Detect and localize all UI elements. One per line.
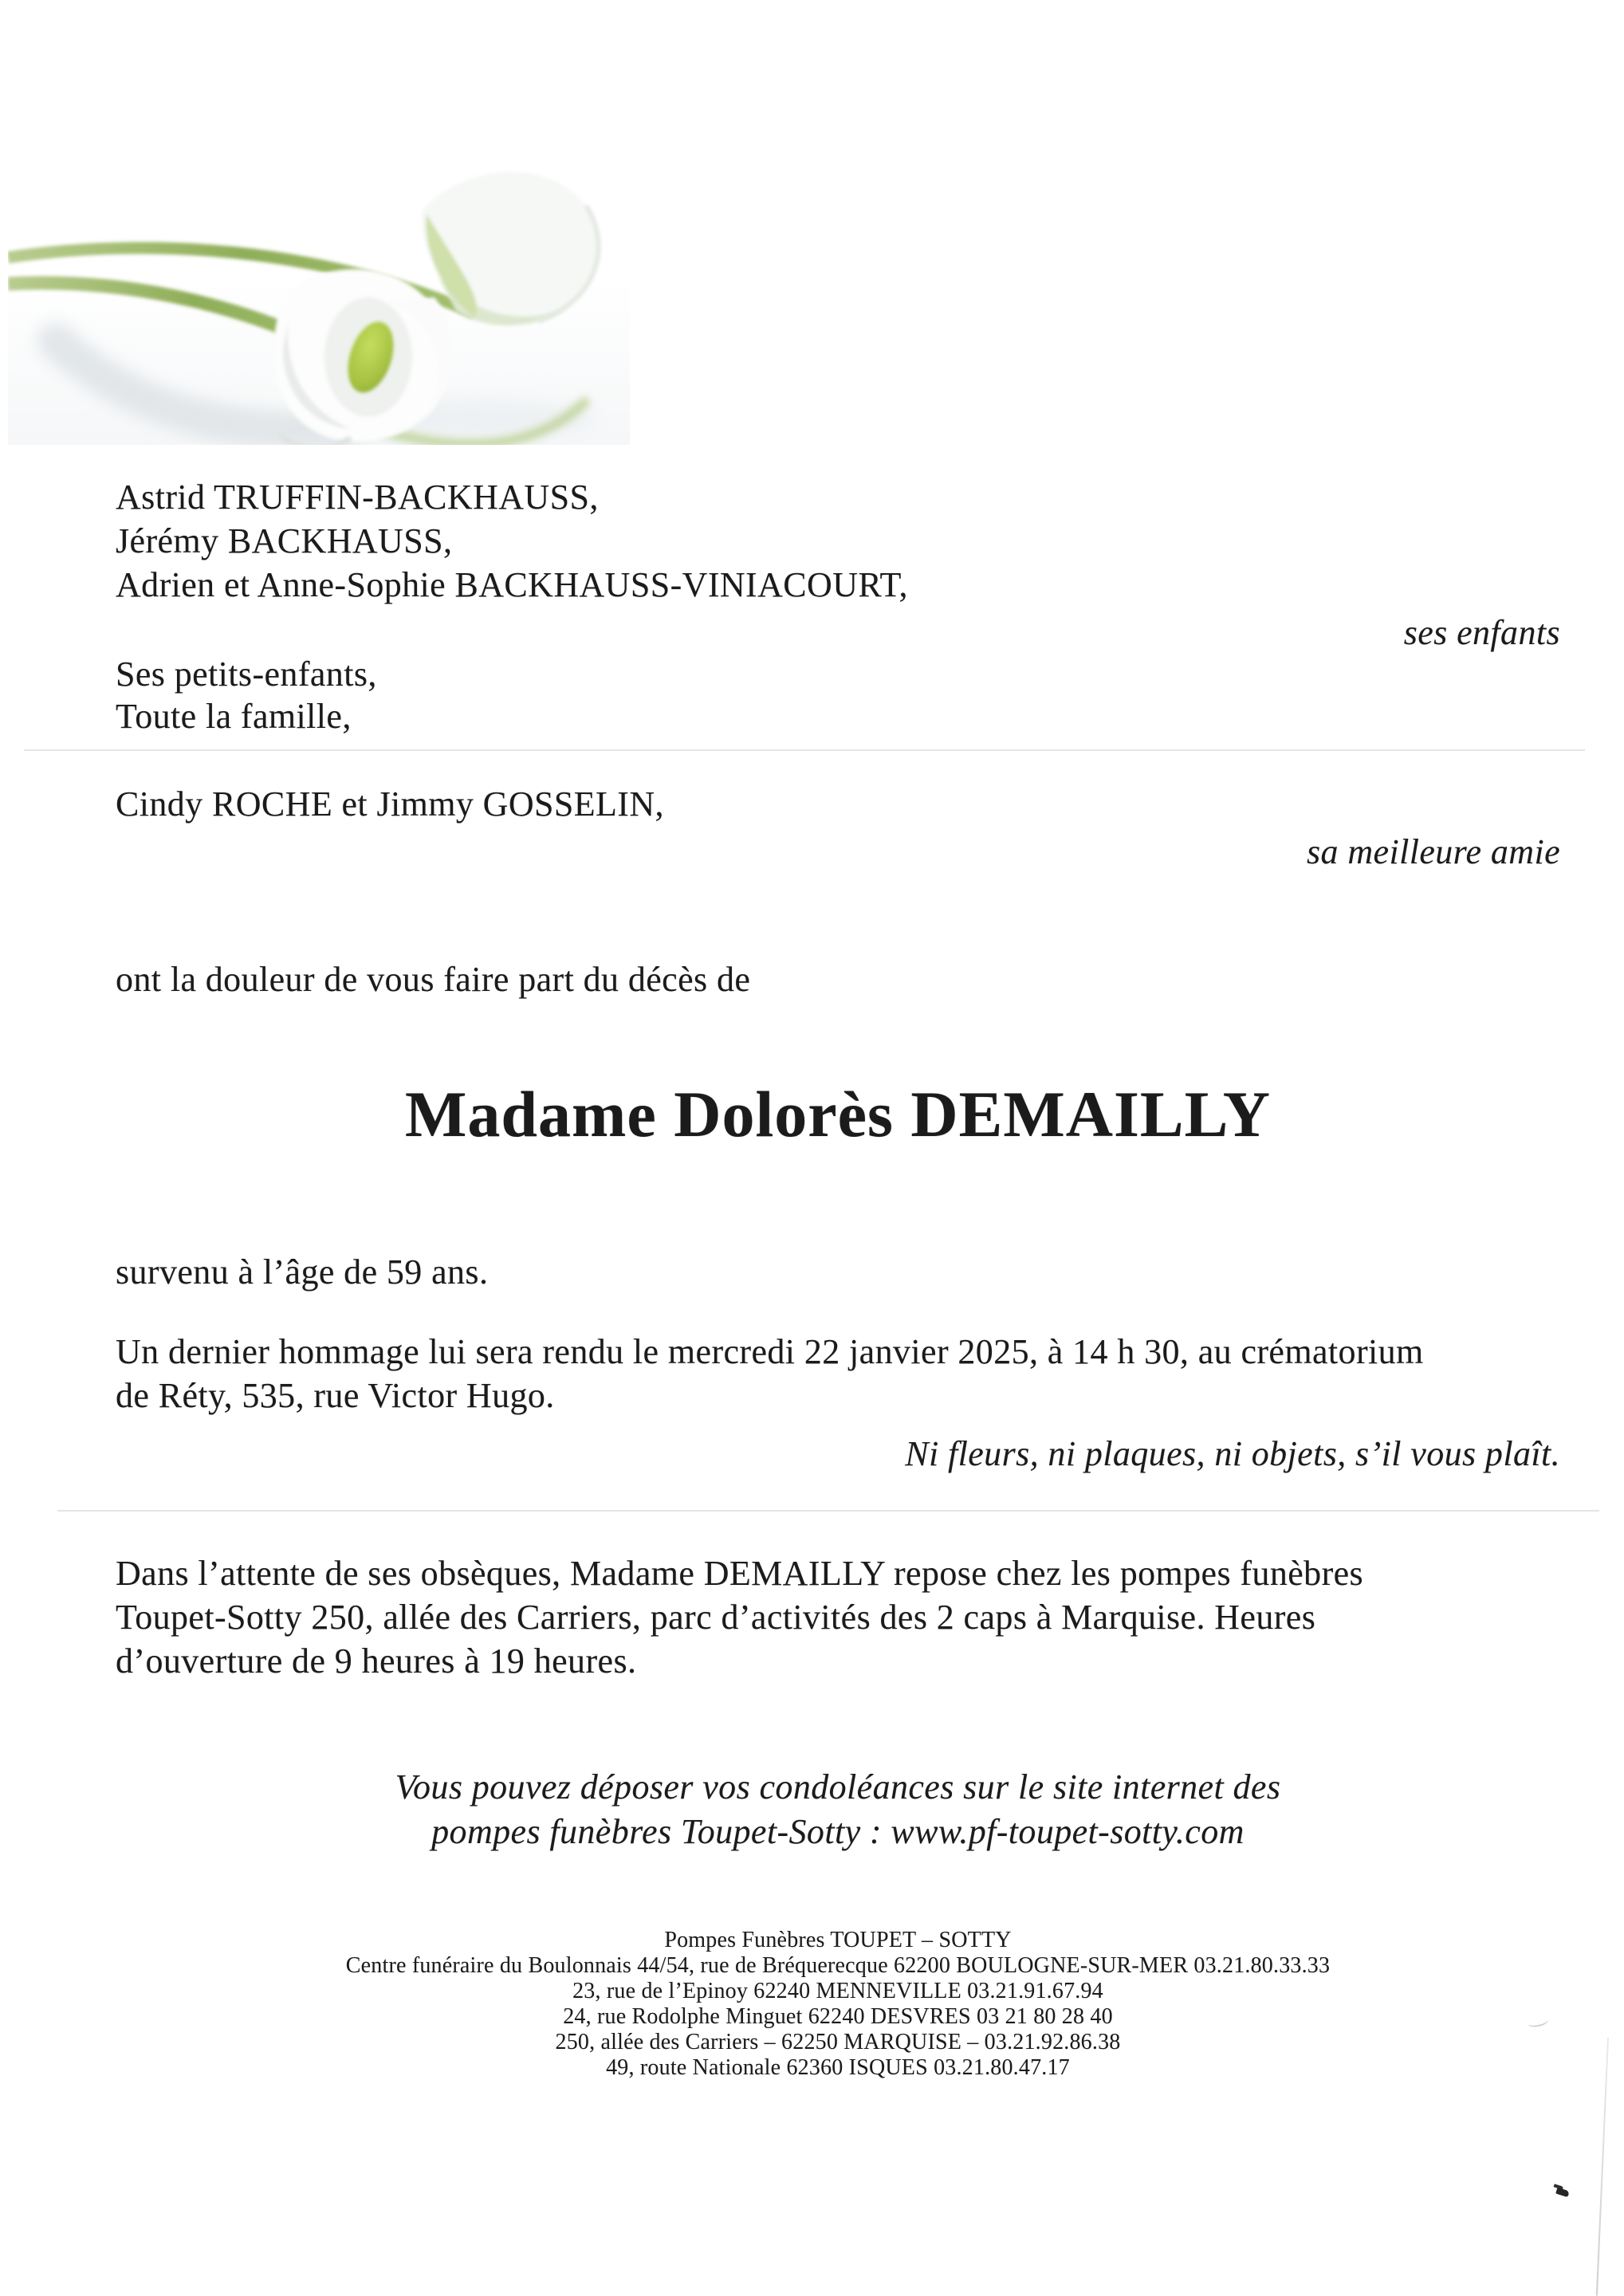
funeral-home-address-1: Centre funéraire du Boulonnais 44/54, rue de Bréquerecque 62200 BOULOGNE-SUR-MER 03.21.80.33.33 [345, 1953, 1331, 1978]
friend-relation-label: sa meilleure amie [1307, 832, 1560, 871]
deceased-name: Madame Dolorès DEMAILLY [405, 1078, 1271, 1150]
funeral-home-address-2: 23, rue de l’Epinoy 62240 MENNEVILLE 03.21.91.67.94 [572, 1979, 1103, 2003]
funeral-home-address-5: 49, route Nationale 62360 ISQUES 03.21.80.47.17 [606, 2055, 1070, 2080]
announcement-intro: ont la douleur de vous faire part du décès de [116, 960, 751, 999]
condolences-line-2: pompes funèbres Toupet-Sotty : www.pf-toupet-sotty.com [431, 1812, 1245, 1851]
child-name-1: Astrid TRUFFIN-BACKHAUSS, [116, 478, 599, 517]
ceremony-line-1: Un dernier hommage lui sera rendu le mercredi 22 janvier 2025, à 14 h 30, au crématorium [116, 1332, 1424, 1371]
scan-artifact-page-edge [1596, 2038, 1609, 2296]
repose-line-2: Toupet-Sotty 250, allée des Carriers, parc d’activités des 2 caps à Marquise. Heures [116, 1598, 1316, 1637]
funeral-home-name: Pompes Funèbres TOUPET – SOTTY [664, 1928, 1012, 1952]
scan-artifact-ink-speck [1555, 2188, 1570, 2198]
no-flowers-note: Ni fleurs, ni plaques, ni objets, s’il vous plaît. [905, 1434, 1560, 1473]
funeral-home-address-4: 250, allée des Carriers – 62250 MARQUISE – 03.21.92.86.38 [555, 2030, 1121, 2054]
separator-rule-top [24, 749, 1585, 751]
calla-lily-illustration [8, 78, 630, 445]
children-relation-label: ses enfants [1403, 613, 1560, 652]
calla-lily-photo [8, 78, 630, 449]
separator-rule-bottom [57, 1510, 1599, 1512]
family-line-2: Toute la famille, [116, 697, 352, 736]
child-name-3: Adrien et Anne-Sophie BACKHAUSS-VINIACOURT, [116, 565, 908, 604]
age-line: survenu à l’âge de 59 ans. [116, 1252, 489, 1292]
family-line-1: Ses petits-enfants, [116, 655, 377, 694]
funeral-home-address-3: 24, rue Rodolphe Minguet 62240 DESVRES 03 21 80 28 40 [563, 2004, 1113, 2029]
friend-names: Cindy ROCHE et Jimmy GOSSELIN, [116, 784, 664, 824]
condolences-line-1: Vous pouvez déposer vos condoléances sur le site internet des [395, 1767, 1281, 1807]
ceremony-line-2: de Réty, 535, rue Victor Hugo. [116, 1376, 555, 1415]
child-name-2: Jérémy BACKHAUSS, [116, 521, 453, 560]
repose-line-3: d’ouverture de 9 heures à 19 heures. [116, 1641, 637, 1681]
repose-line-1: Dans l’attente de ses obsèques, Madame DEMAILLY repose chez les pompes funèbres [116, 1554, 1364, 1593]
